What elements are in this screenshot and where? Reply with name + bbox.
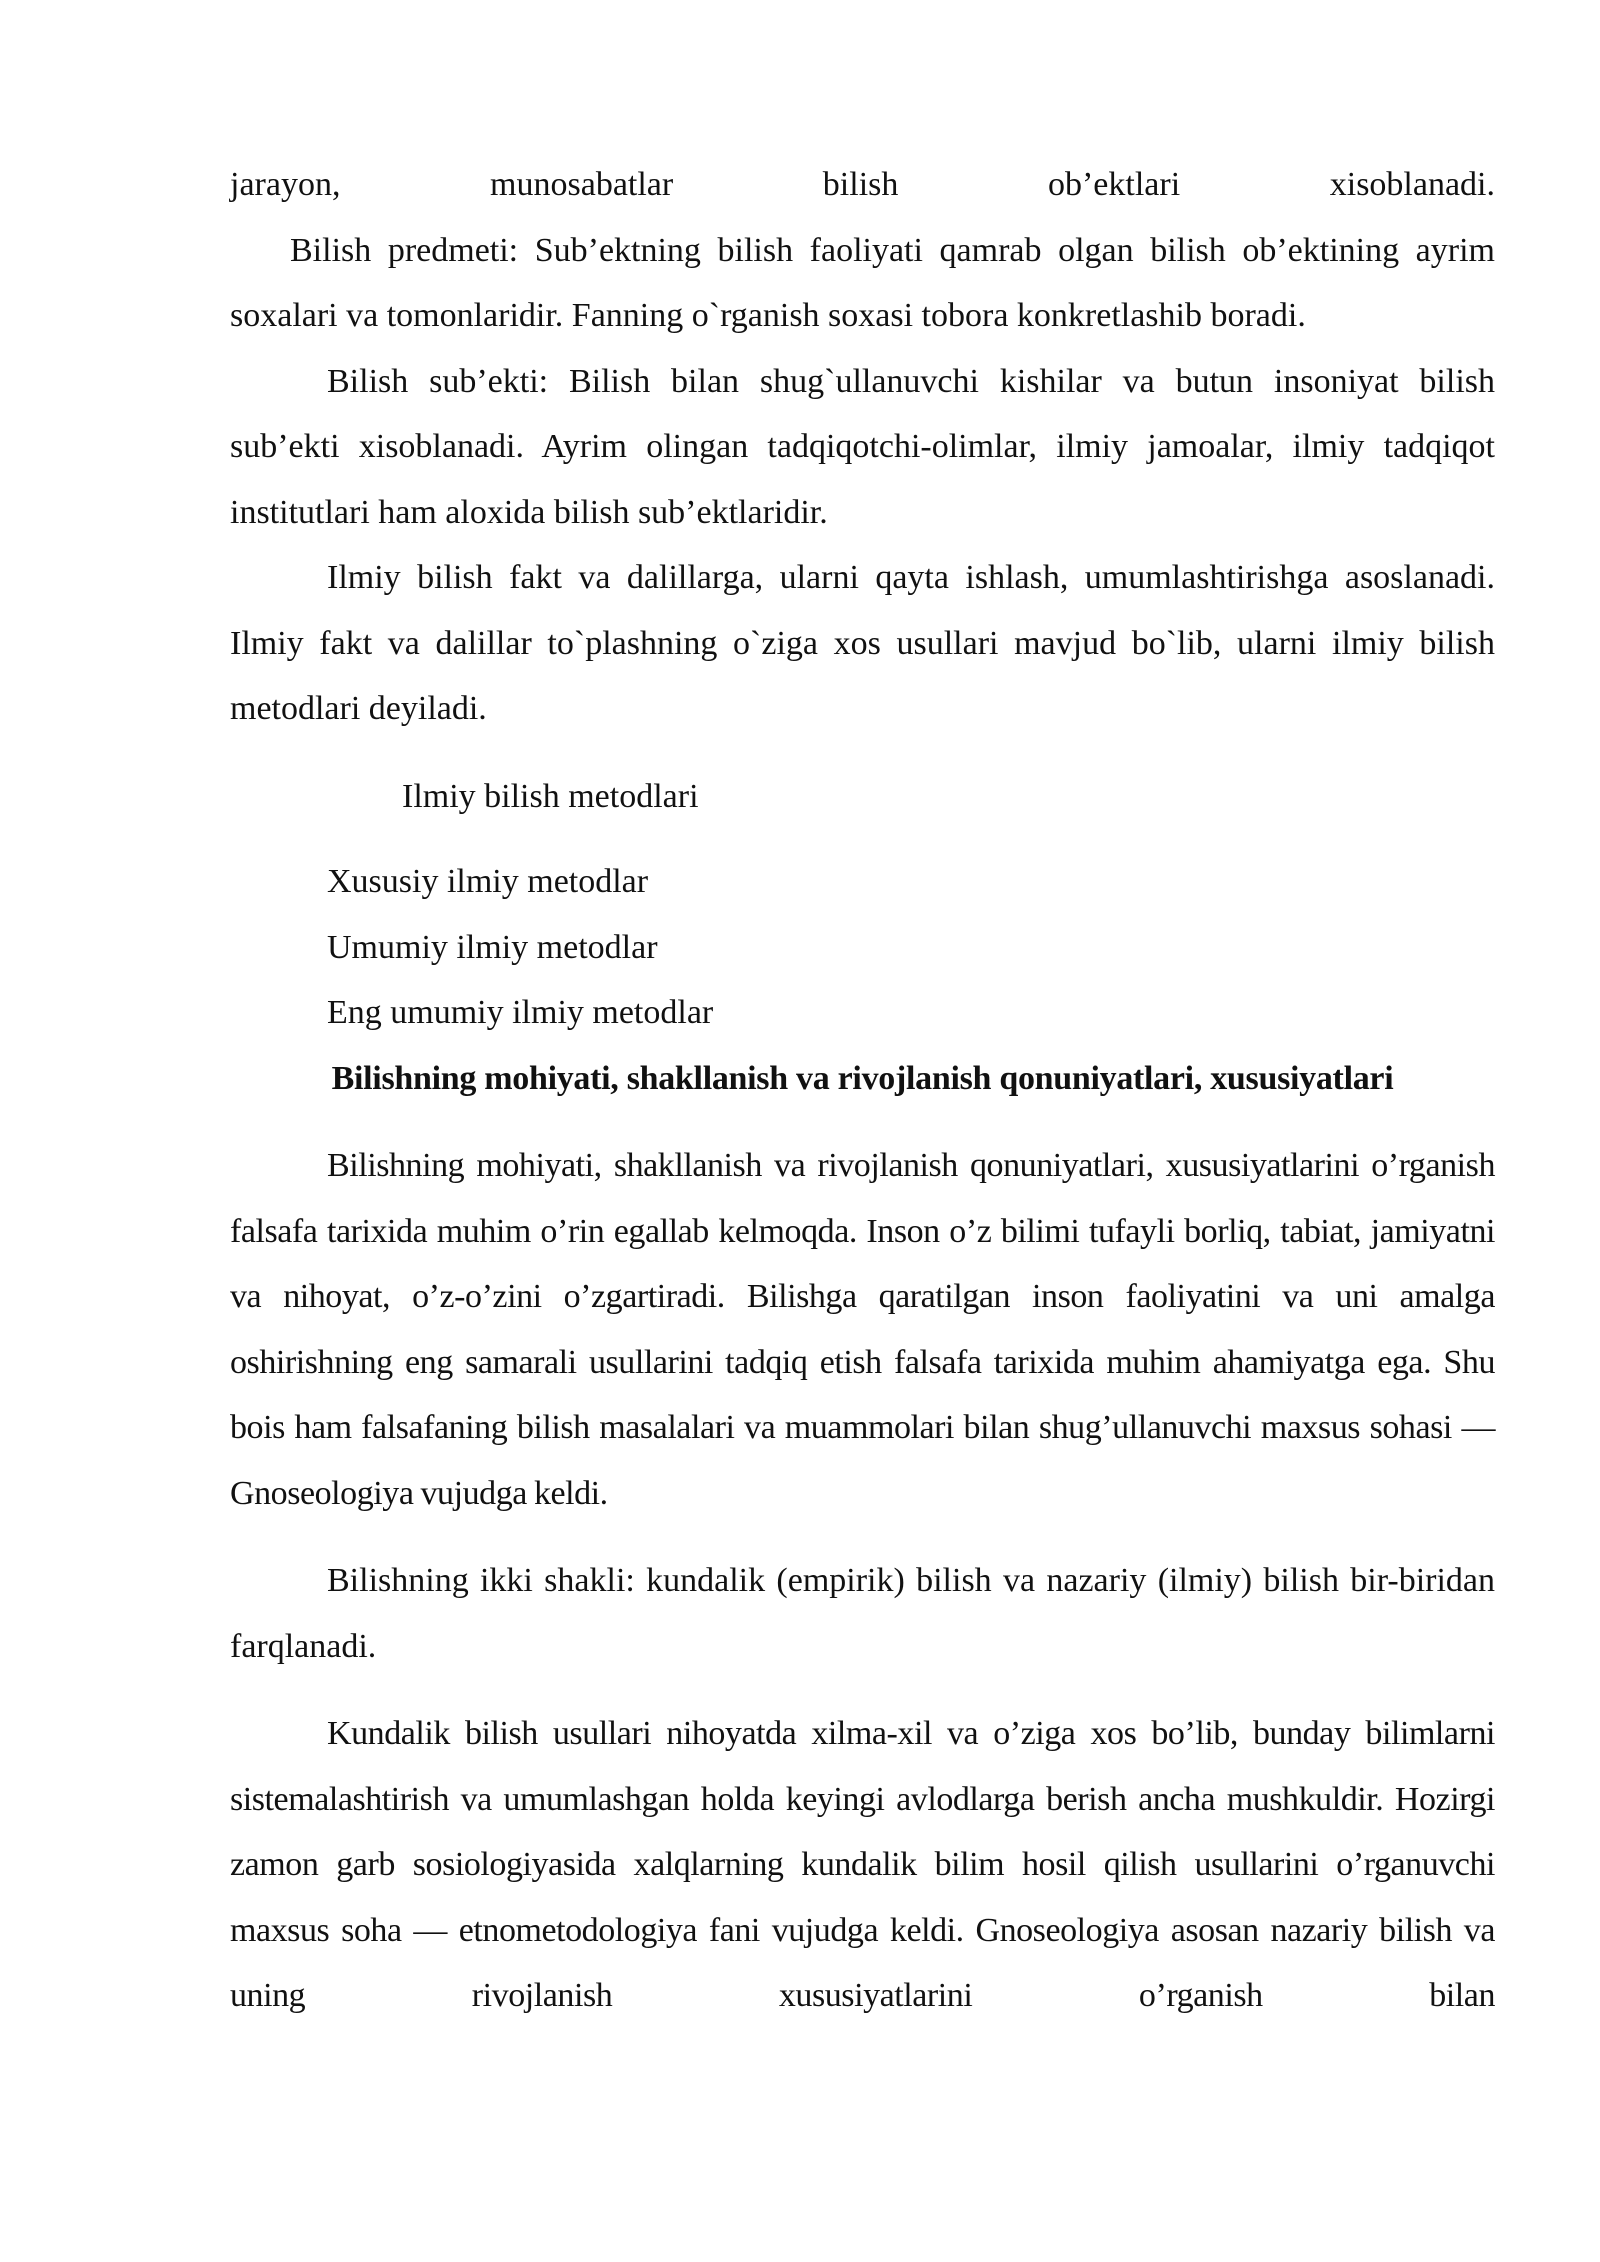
method-item: Xususiy ilmiy metodlar bbox=[327, 863, 649, 900]
paragraph-continuation: jarayon, munosabatlar bilish ob’ektlari xisoblanadi. bbox=[230, 166, 1495, 203]
paragraph-ikki-shakli: Bilishning ikki shakli: kundalik (empirik) bilish va nazariy (ilmiy) bilish bir-biridan farqlanadi. bbox=[230, 1562, 1495, 1665]
paragraph-ilmiy-bilish: Ilmiy bilish fakt va dalillarga, ularni qayta ishlash, umumlashtirishga asoslanadi. Ilmiy fakt va dalillar to`plashning o`ziga xos usullari mavjud bo`lib, ularni ilmiy bilish metodlari deyiladi. bbox=[230, 559, 1495, 727]
paragraph-kundalik-bilish: Kundalik bilish usullari nihoyatda xilma-xil va o’ziga xos bo’lib, bunday bilimlarni sistemalashtirish va umumlashgan holda keyingi avlodlarga berish ancha mushkuldir. Hozirgi zamon garb sosiologiyasida xalqlarning kundalik bilim hosil qilish usullarini o’rganuvchi maxsus soha — etnometodologiya fani vujudga keldi. Gnoseologiya asosan nazariy bilish va uning rivojlanish xususiyatlarini o’rganish bilan bbox=[230, 1715, 1495, 2014]
methods-heading: Ilmiy bilish metodlari bbox=[402, 777, 699, 815]
methods-list bbox=[230, 849, 1495, 1046]
document-page bbox=[230, 152, 1495, 2029]
section-title: Bilishning mohiyati, shakllanish va rivojlanish qonuniyatlari, xususiyatlari bbox=[331, 1059, 1394, 1097]
paragraph-mohiyati: Bilishning mohiyati, shakllanish va rivojlanish qonuniyatlari, xususiyatlarini o’rganish falsafa tarixida muhim o’rin egallab kelmoqda. Inson o’z bilimi tufayli borliq, tabiat, jamiyatni va nihoyat, o’z-o’zini o’zgartiradi. Bilishga qaratilgan inson faoliyatini va uni amalga oshirishning eng samarali usullarini tadqiq etish falsafa tarixida muhim ahamiyatga ega. Shu bois ham falsafaning bilish masalalari va muammolari bilan shug’ullanuvchi maxsus sohasi — Gnoseologiya vujudga keldi. bbox=[230, 1147, 1495, 1512]
paragraph-bilish-predmeti: Bilish predmeti: Sub’ektning bilish faoliyati qamrab olgan bilish ob’ektining ayrim soxalari va tomonlaridir. Fanning o`rganish soxasi tobora konkretlashib boradi. bbox=[230, 231, 1495, 334]
method-item: Umumiy ilmiy metodlar bbox=[327, 928, 658, 966]
method-item: Eng umumiy ilmiy metodlar bbox=[327, 994, 714, 1031]
paragraph-bilish-subekti: Bilish sub’ekti: Bilish bilan shug`ullanuvchi kishilar va butun insoniyat bilish sub’ekti xisoblanadi. Ayrim olingan tadqiqotchi-olimlar, ilmiy jamoalar, ilmiy tadqiqot institutlari ham aloxida bilish sub’ektlaridir. bbox=[230, 362, 1495, 531]
